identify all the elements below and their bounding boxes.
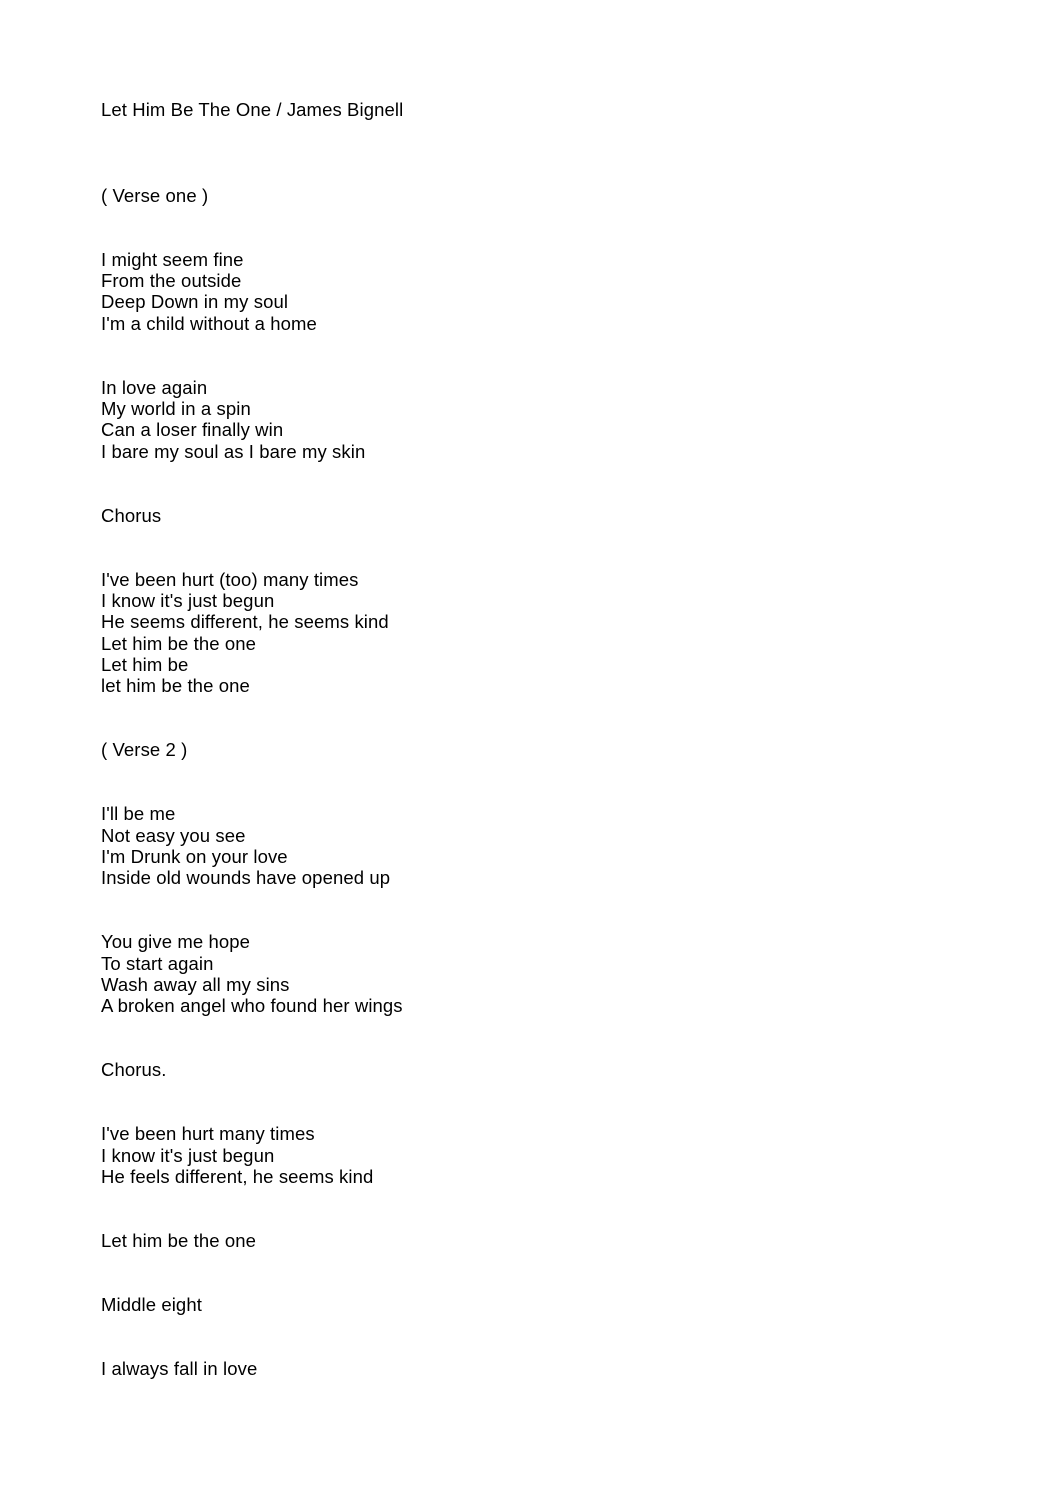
lyric-line: I always fall in love [101,1358,258,1379]
lyric-line: Can a loser finally win [101,419,284,440]
verse2-heading: ( Verse 2 ) [101,739,188,760]
song-title: Let Him Be The One / James Bignell [101,99,404,120]
lyric-line: I'm a child without a home [101,313,317,334]
lyric-line: I'm Drunk on your love [101,846,288,867]
lyric-line: You give me hope [101,931,251,952]
lyric-line: I might seem fine [101,249,244,270]
lyric-line: I've been hurt (too) many times [101,569,359,590]
lyric-line: From the outside [101,270,242,291]
lyric-line: I've been hurt many times [101,1123,315,1144]
lyric-line: To start again [101,953,214,974]
verse1-heading: ( Verse one ) [101,185,209,206]
lyric-line: He seems different, he seems kind [101,611,389,632]
lyric-line: He feels different, he seems kind [101,1166,374,1187]
middle-eight-heading: Middle eight [101,1294,202,1315]
lyric-line: Let him be the one [101,1230,257,1251]
lyric-line: let him be the one [101,675,250,696]
lyric-line: A broken angel who found her wings [101,995,403,1016]
lyric-line: I know it's just begun [101,590,275,611]
lyric-line: Let him be the one [101,633,257,654]
lyric-line: Deep Down in my soul [101,291,289,312]
lyric-line: I know it's just begun [101,1145,275,1166]
lyric-line: My world in a spin [101,398,251,419]
lyric-line: I bare my soul as I bare my skin [101,441,366,462]
lyric-line: Let him be [101,654,189,675]
chorus-heading: Chorus [101,505,162,526]
lyric-line: Inside old wounds have opened up [101,867,391,888]
lyric-line: I'll be me [101,803,176,824]
lyric-line: Not easy you see [101,825,246,846]
lyric-line: In love again [101,377,208,398]
chorus-heading: Chorus. [101,1059,167,1080]
lyric-line: Wash away all my sins [101,974,290,995]
